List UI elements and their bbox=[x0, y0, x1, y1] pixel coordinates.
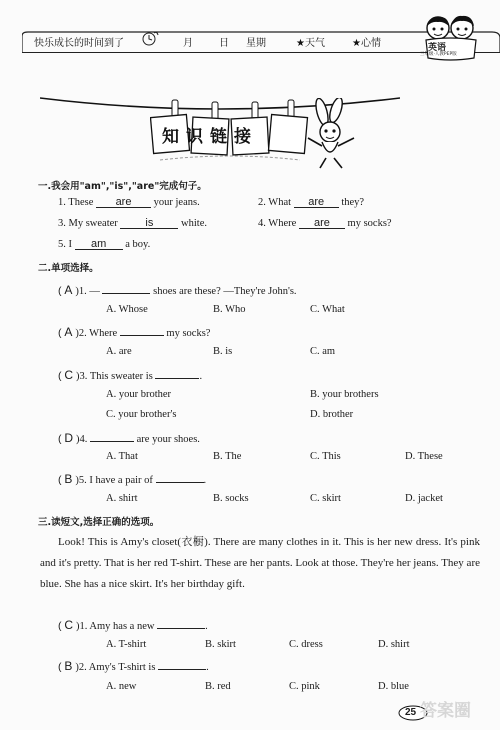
reading-question-1: ( C )1. Amy has a new . bbox=[58, 618, 208, 632]
option: A. T-shirt bbox=[106, 639, 147, 650]
header-slogan: 快乐成长的时间到了 bbox=[34, 38, 124, 49]
page-number: 25 bbox=[405, 707, 417, 718]
badge-note: 三年级·人教PEP版 bbox=[420, 52, 457, 57]
header-mood: ★心情 bbox=[352, 38, 381, 49]
answer-letter: B bbox=[64, 659, 73, 673]
answer-blank: are bbox=[294, 197, 339, 208]
mc-question-5: ( B )5. I have a pair of . bbox=[58, 472, 207, 486]
fill-item-5: 5. I am a boy. bbox=[58, 238, 151, 250]
option: D. jacket bbox=[405, 493, 443, 504]
option: A. shirt bbox=[106, 493, 138, 504]
answer-letter: D bbox=[64, 431, 74, 445]
banner-title: 知识链接 bbox=[162, 127, 258, 147]
reading-passage: Look! This is Amy's closet(衣橱). There are many clothes in it. This is her new dress. It's pink and it's pretty. That is her red T-shirt. These are her pants. Look at those. They're her jeans. They are blue. She has a nice skirt. It's her birthday gift. bbox=[40, 536, 480, 590]
section3-heading: 三.读短文,选择正确的选项。 bbox=[38, 517, 160, 528]
watermark: 答案圈 bbox=[420, 701, 471, 721]
section2-heading: 二.单项选择。 bbox=[38, 263, 99, 274]
option: C. skirt bbox=[310, 493, 341, 504]
option: B. your brothers bbox=[310, 389, 379, 400]
option: D. shirt bbox=[378, 639, 410, 650]
answer-letter: C bbox=[64, 368, 74, 382]
fill-item-3: 3. My sweater is white. bbox=[58, 217, 207, 229]
option: B. skirt bbox=[205, 639, 236, 650]
option: D. brother bbox=[310, 409, 354, 420]
option: A. are bbox=[106, 346, 132, 357]
option: D. These bbox=[405, 451, 443, 462]
clock-doodle-icon bbox=[140, 30, 160, 46]
rabbit-mascot-icon bbox=[300, 98, 362, 170]
header-month: 月 bbox=[183, 38, 193, 49]
reading-question-2: ( B )2. Amy's T-shirt is . bbox=[58, 659, 209, 673]
mc-question-1: ( A )1. — shoes are these? —They're John's. bbox=[58, 283, 297, 297]
answer-letter: B bbox=[64, 472, 73, 486]
answer-blank: is bbox=[120, 218, 178, 229]
option: B. Who bbox=[213, 304, 246, 315]
fill-item-1: 1. These are your jeans. bbox=[58, 196, 200, 208]
option: C. pink bbox=[289, 681, 320, 692]
mc-question-2: ( A )2. Where my socks? bbox=[58, 325, 211, 339]
option: C. This bbox=[310, 451, 341, 462]
option: C. dress bbox=[289, 639, 323, 650]
fill-item-4: 4. Where are my socks? bbox=[258, 217, 392, 229]
answer-letter: A bbox=[64, 325, 73, 339]
answer-blank: are bbox=[96, 197, 151, 208]
mc-question-3: ( C )3. This sweater is . bbox=[58, 368, 203, 382]
option: B. The bbox=[213, 451, 242, 462]
answer-blank: are bbox=[299, 218, 345, 229]
option: B. socks bbox=[213, 493, 249, 504]
option: A. new bbox=[106, 681, 137, 692]
section1-heading: 一.我会用"am","is","are"完成句子。 bbox=[38, 181, 207, 192]
option: C. your brother's bbox=[106, 409, 177, 420]
option: D. blue bbox=[378, 681, 409, 692]
answer-letter: C bbox=[64, 618, 74, 632]
option: A. your brother bbox=[106, 389, 172, 400]
header-weather: ★天气 bbox=[296, 38, 325, 49]
option: B. is bbox=[213, 346, 233, 357]
option: A. That bbox=[106, 451, 138, 462]
option: A. Whose bbox=[106, 304, 148, 315]
badge-subject: 英语 bbox=[428, 43, 447, 53]
mc-question-4: ( D )4. are your shoes. bbox=[58, 431, 200, 445]
option: B. red bbox=[205, 681, 231, 692]
answer-letter: A bbox=[64, 283, 73, 297]
header-weekday: 星期 bbox=[246, 38, 266, 49]
option: C. am bbox=[310, 346, 336, 357]
fill-item-2: 2. What are they? bbox=[258, 196, 365, 208]
option: C. What bbox=[310, 304, 345, 315]
answer-blank: am bbox=[75, 239, 123, 250]
header-day: 日 bbox=[219, 38, 229, 49]
